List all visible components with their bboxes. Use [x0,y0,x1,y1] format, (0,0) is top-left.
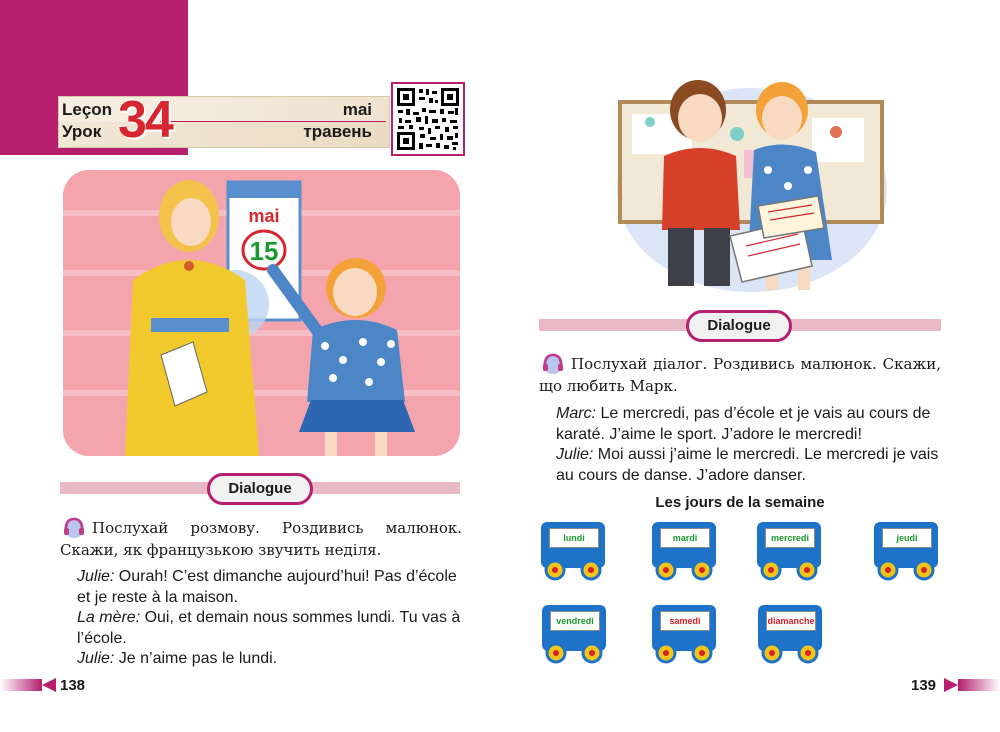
day-card-mardi [650,520,718,582]
instruction-right [539,352,941,397]
month-label-fr: mai [342,100,372,119]
page-number-left: 138 [60,677,86,694]
illustration-marc-and-julie [612,60,887,295]
speaker: Julie: [77,568,115,585]
dialogue-text-right [556,404,942,486]
day-label: diamanche [766,611,816,631]
day-card-vendredi [540,603,608,665]
instruction-left-text: Послухай розмову. Роздивись малюнок. Скажи, як французькою звучить неділя. [60,519,462,559]
lesson-label-uk: Урок [62,122,102,141]
dialogue-text-left [77,567,462,670]
lesson-number: 34 [118,91,172,149]
speaker: Marc: [556,405,596,422]
speaker: Julie: [556,446,594,463]
day-card-diamanche [756,603,824,665]
dialogue-heading-left: Dialogue [207,473,313,505]
instruction-right-text: Послухай діалог. Роздивись малюнок. Скажи, що любить Марк. [539,355,941,395]
speaker: Julie: [77,650,115,667]
page-number-right: 139 [911,677,937,694]
day-label: mercredi [765,528,815,548]
speaker: La mère: [77,609,141,626]
day-label: vendredi [550,611,600,631]
dialogue-line [77,649,462,670]
illustration-mother-and-girl [63,170,460,456]
line-text: Le mercredi, pas d’école et je vais au cours de karaté. J’aime le sport. J’adore le mercredi! [556,405,931,443]
page-bar-right [958,679,1000,691]
calendar-day: 15 [249,236,279,266]
line-text: Ourah! C’est dimanche aujourd’hui! Pas d’école et je reste à la maison. [77,568,457,606]
day-label: samedi [660,611,710,631]
qr-code-icon[interactable] [391,82,465,156]
dialogue-line [77,608,462,649]
calendar-month: mai [248,206,280,226]
lesson-label-fr: Leçon [62,100,113,119]
headphones-icon[interactable] [60,516,88,538]
dialogue-heading-right: Dialogue [686,310,792,342]
headphones-icon[interactable] [539,352,567,374]
dialogue-line [556,404,942,445]
dialogue-line [77,567,462,608]
line-text: Oui, et demain nous sommes lundi. Tu vas à l’école. [77,609,461,647]
instruction-left [60,516,462,561]
days-heading: Les jours de la semaine [655,494,825,511]
day-label: jeudi [882,528,932,548]
day-card-samedi [650,603,718,665]
page-bar-left [0,679,42,691]
day-card-jeudi [872,520,940,582]
triangle-right-icon [944,678,958,697]
triangle-left-icon [42,678,56,697]
day-label: lundi [549,528,599,548]
dialogue-line [556,445,942,486]
day-label: mardi [660,528,710,548]
day-card-mercredi [755,520,823,582]
month-label-uk: травень [303,122,372,141]
day-card-lundi [539,520,607,582]
line-text: Moi aussi j’aime le mercredi. Le mercredi je vais au cours de danse. J’adore danser. [556,446,939,484]
line-text: Je n’aime pas le lundi. [114,650,278,667]
